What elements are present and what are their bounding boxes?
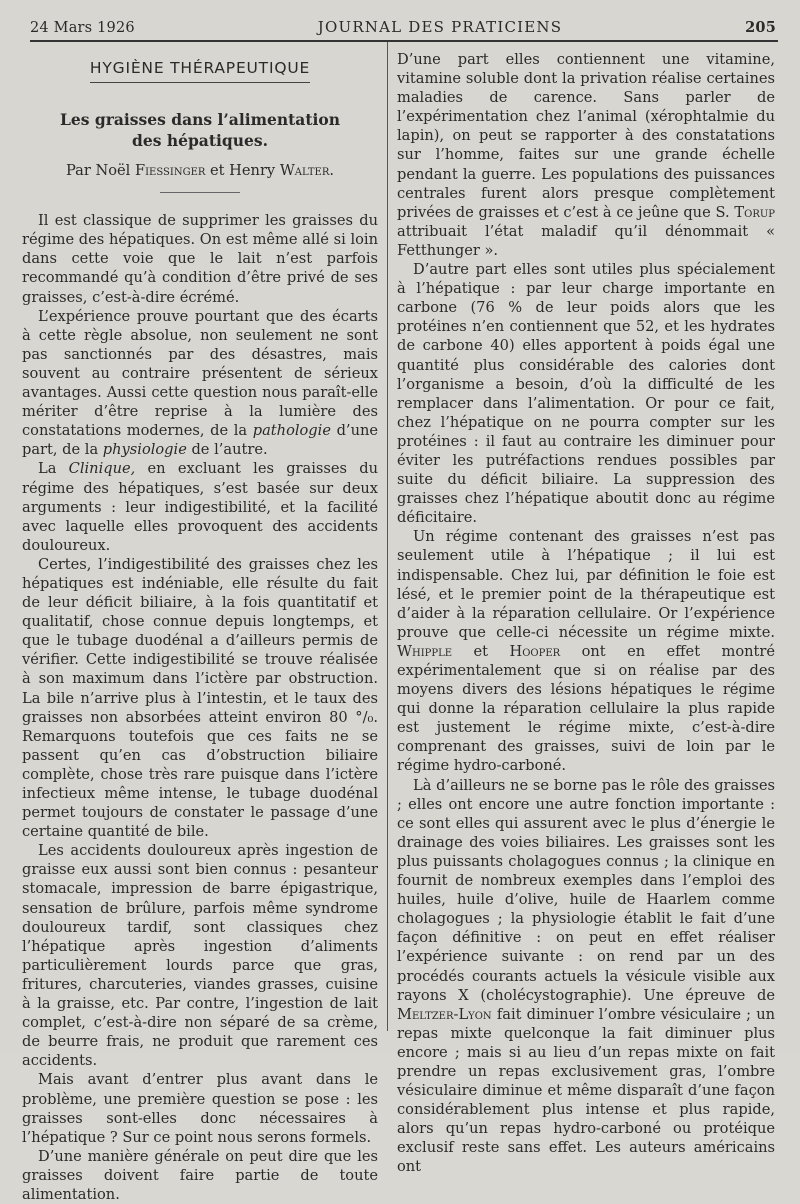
issue-date: 24 Mars 1926 [30, 20, 135, 36]
text-run: d’une part, de la [22, 422, 379, 459]
text-run: Un régime contenant des graisses n’est pas seulement utile à l’hépatique ; il lui est indispensable. Chez lui, par définition le foie est lésé, et le premier point de la thérapeutique est d’aider à la réparation cellulaire. Or l’expérience prouve que celle-ci nécessite un régime mixte. [397, 528, 775, 641]
text-run: et [473, 642, 489, 660]
paragraph [397, 50, 775, 260]
journal-name: JOURNAL DES PRATICIENS [317, 18, 563, 36]
article-title [22, 109, 378, 151]
article-title-line1: Les graisses dans l’alimentation [59, 110, 341, 130]
paragraph [22, 459, 378, 554]
author-name: Torup [734, 203, 776, 221]
section-rule [90, 82, 310, 83]
author-walter: Walter. [279, 162, 334, 180]
text-run: pathologie [252, 422, 331, 440]
byline-rule [160, 192, 240, 193]
paragraph: D’autre part elles sont utiles plus spécialement à l’hépatique : par leur charge importante en carbone (76 % de leur poids alors que les protéines n’en contiennent que 52, et les hydrates de carbone 40) elles apportent à poids égal une quantité plus considérable des calories dont l’organisme a besoin, d’où la difficulté de les remplacer dans l’alimentation. Or pour ce fait, chez l’hépatique on ne pourra compter sur les protéines : il faut au contraire les diminuer pour éviter les putréfactions rendues possibles par suite du déficit biliaire. La suppression des graisses chez l’hépatique aboutit donc au régime déficitaire. [397, 261, 775, 527]
text-run: ont en effet montré expérimentalement que si on réalise par des moyens divers des lésions hépatiques le régime qui donne la réparation cellulaire la plus rapide est justement le régime mixte, c’est-à-dire comprenant des graisses, suivi de loin par le régime hydro-carboné. [397, 642, 775, 775]
text-run: La [38, 460, 57, 478]
column-divider [387, 42, 388, 1031]
author-name: Whipple [397, 642, 453, 660]
right-column [397, 50, 776, 1176]
text-run: fait diminuer l’ombre vésiculaire ; un repas mixte quelconque la fait diminuer plus encore ; mais si au lieu d’un repas mixte on fait prendre un repas exclusivement gras, l’ombre vésiculaire diminue et même disparaît d’une façon considérablement plus intense et plus rapide, alors qu’un repas hydro-carboné ou protéique exclusif reste sans effet. Les auteurs américains ont [397, 1005, 775, 1176]
left-column [22, 50, 379, 1203]
section-title: HYGIÈNE THÉRAPEUTIQUE [89, 59, 311, 77]
text-run: de l’autre. [191, 441, 268, 459]
paragraph: Il est classique de supprimer les graisses du régime des hépatiques. On est même allé si loin dans cette voie que le lait n’est parfois recommandé qu’à condition d’être privé de ses graisses, c’est-à-dire écrémé. [22, 212, 378, 306]
paragraph: Certes, l’indigestibilité des graisses chez les hépatiques est indéniable, elle résulte du fait de leur déficit biliaire, à la fois quantitatif et qualitatif, chose connue depuis longtemps, et que le tubage duodénal a d’ailleurs permis de vérifier. Cette indigestibilité se trouve réalisée à son maximum dans l’ictère par obstruction. La bile n’arrive plus à l’intestin, et le taux des graisses non absorbées atteint environ 80 °/₀. Remarquons toutefois que ces faits ne se passent qu’en cas d’obstruction biliaire complète, chose très rare puisque dans l’ictère infectieux même intense, le tubage duodénal permet toujours de constater le passage d’une certaine quantité de bile. [22, 555, 378, 841]
text-run: D’une part elles contiennent une vitamine, vitamine soluble dont la privation réalise certaines maladies de carence. Sans parler de l’expérimentation chez l’animal (xérophtalmie du lapin), on peut se rapporter à des constatations sur l’homme, faites sur une grande échelle pendant la guerre. Les populations des puissances centrales furent alors presque complètement privées de graisses et c’est à ce jeûne que S. [397, 51, 775, 221]
text-run: Clinique, [68, 460, 136, 478]
running-header [30, 18, 776, 40]
text-run: physiologie [102, 441, 187, 459]
text-run: L’expérience prouve pourtant que des écarts à cette règle absolue, non seulement ne sont pas sanctionnés par des désastres, mais souvent au contraire présentent de sérieux avantages. Aussi cette question nous paraît-elle mériter d’être reprise à la lumière des constatations modernes, de la [22, 307, 378, 440]
text-run: en excluant les graisses du régime des hépatiques, s’est basée sur deux arguments : leur indigestibilité, et la facilité avec laquelle elles provoquent des accidents douloureux. [22, 460, 378, 554]
author-name: Meltzer-Lyon [397, 1005, 492, 1023]
paragraph: D’une manière générale on peut dire que les graisses doivent faire partie de toute alimentation. [22, 1147, 378, 1203]
byline-mid: et Henry [210, 162, 276, 180]
author-name: Hooper [509, 642, 561, 660]
author-fiessinger: Fiessinger [134, 162, 206, 180]
byline-prefix: Par Noël [66, 162, 131, 180]
article-title-line2: des hépatiques. [132, 131, 268, 151]
paragraph: Mais avant d’entrer plus avant dans le problème, une première question se pose : les graisses sont-elles donc nécessaires à l’hépatique ? Sur ce point nous serons formels. [22, 1071, 378, 1146]
text-run: attribuait l’état maladif qu’il dénommait « Fetthunger ». [397, 222, 775, 259]
paragraph [22, 307, 378, 460]
paragraph: Les accidents douloureux après ingestion de graisse eux aussi sont bien connus : pesanteur stomacale, impression de barre épigastrique, sensation de brûlure, parfois même syndrome douloureux tardif, sont classiques chez l’hépatique après ingestion d’aliments particulièrement lourds parce que gras, fritures, charcuteries, viandes grasses, cuisine à la graisse, etc. Par contre, l’ingestion de lait complet, c’est-à-dire non séparé de sa crème, de beurre frais, ne produit que rarement ces accidents. [22, 842, 378, 1070]
paragraph [397, 776, 775, 1177]
paragraph [397, 527, 775, 775]
byline [22, 161, 378, 180]
text-run: Là d’ailleurs ne se borne pas le rôle des graisses ; elles ont encore une autre fonction importante : ce sont elles qui assurent avec le plus d’énergie le drainage des voies biliaires. Les graisses sont les plus puissants cholagogues connus ; la clinique en fournit de nombreux exemples dans l’emploi des huiles, huile d’olive, huile de Haarlem comme cholagogues ; la physiologie établit le fait d’une façon définitive : on peut en effet réaliser l’expérience suivante : on rend par un des procédés courants actuels la vésicule visible aux rayons X (cholécystographie). Une épreuve de [397, 776, 775, 1004]
page-number: 205 [745, 19, 776, 36]
header-rule [30, 40, 778, 42]
